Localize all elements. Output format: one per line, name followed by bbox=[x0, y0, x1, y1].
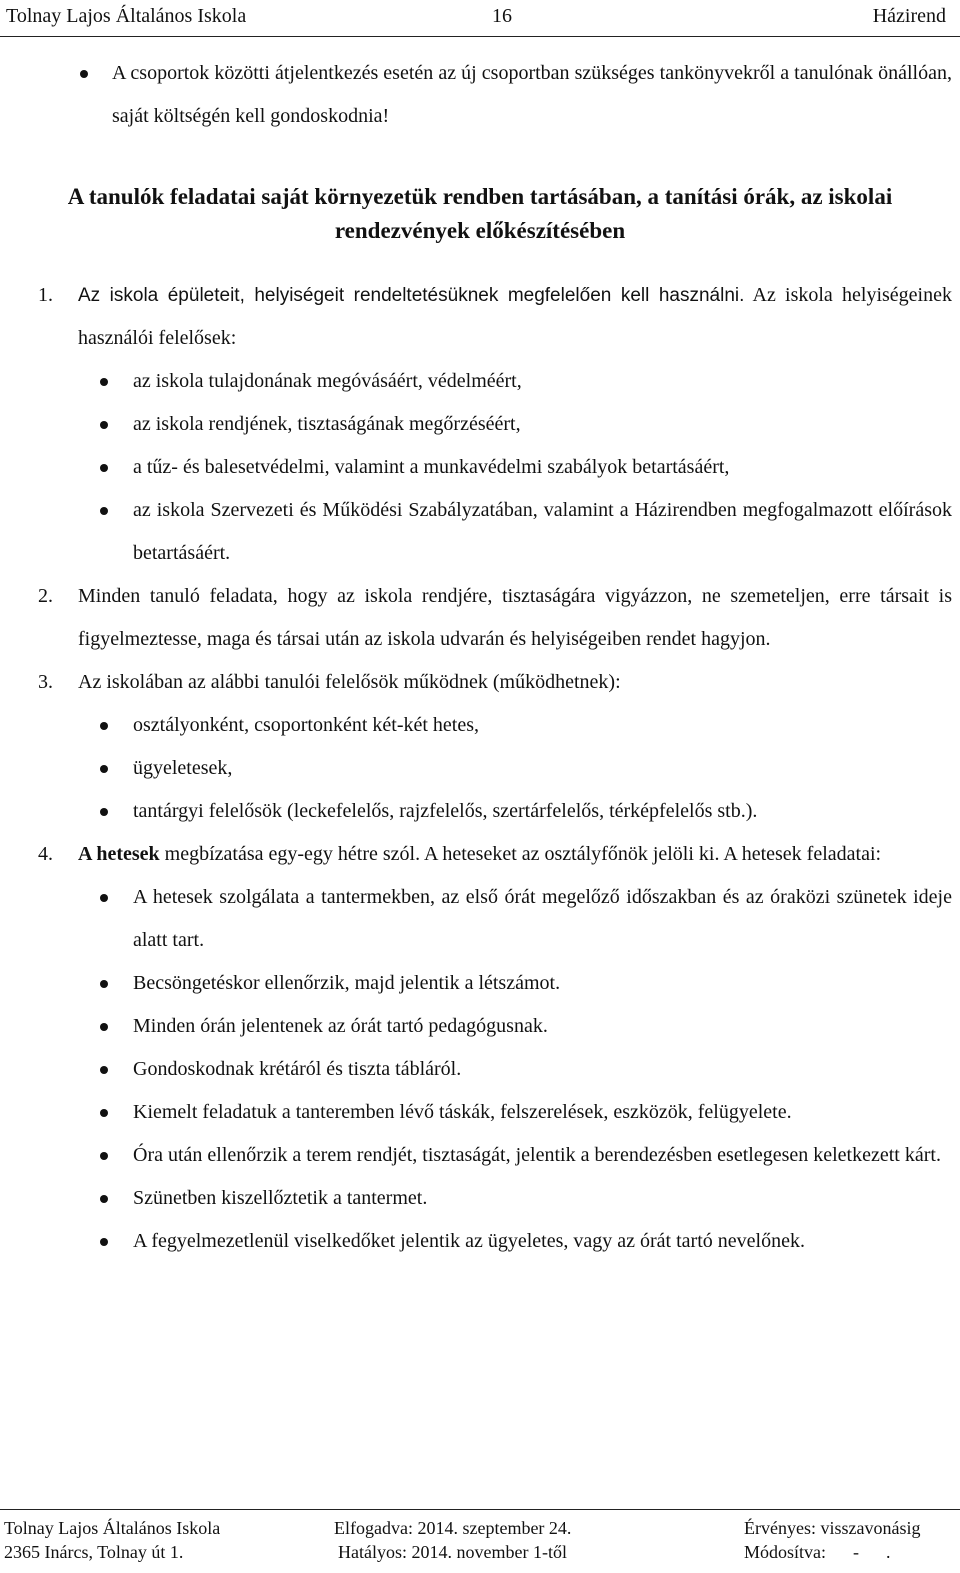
numbered-item-4 bbox=[0, 833, 960, 876]
item-number: 3. bbox=[38, 671, 53, 693]
document-body bbox=[0, 52, 960, 1263]
bullet-icon bbox=[100, 421, 108, 429]
item-number: 1. bbox=[38, 284, 53, 306]
footer-validity: Érvényes: visszavonásig bbox=[744, 1518, 921, 1538]
footer-modified: Módosítva: - . bbox=[744, 1542, 891, 1562]
list-item bbox=[0, 1134, 960, 1177]
bullet-icon bbox=[100, 1238, 108, 1246]
page-header bbox=[0, 0, 960, 37]
bullet-icon bbox=[100, 464, 108, 472]
list-item bbox=[0, 962, 960, 1005]
bullet-icon bbox=[80, 70, 88, 78]
footer-address: 2365 Inárcs, Tolnay út 1. bbox=[4, 1542, 184, 1562]
list-item bbox=[0, 1005, 960, 1048]
item-number: 2. bbox=[38, 585, 53, 607]
item-4-text: megbízatása egy-egy hétre szól. A heteseket az osztályfőnök jelöli ki. A hetesek feladatai: bbox=[159, 843, 882, 865]
list-item bbox=[0, 876, 960, 962]
list-item bbox=[0, 446, 960, 489]
intro-bullet-item bbox=[0, 52, 960, 138]
item-2-text: Minden tanuló feladata, hogy az iskola rendjére, tisztaságára vigyázzon, ne szemeteljen, erre társait is figyelmeztesse, maga és társai után az iskola udvarán és helyiségeiben rendet hagyjon. bbox=[78, 585, 952, 650]
numbered-item-2 bbox=[0, 575, 960, 661]
bullet-icon bbox=[100, 808, 108, 816]
bullet-icon bbox=[100, 1109, 108, 1117]
list-item bbox=[0, 790, 960, 833]
list-item-text: az iskola rendjének, tisztaságának megőrzéséért, bbox=[133, 413, 521, 435]
list-item-text: Gondoskodnak krétáról és tiszta tábláról. bbox=[133, 1058, 462, 1080]
list-item-text: az iskola tulajdonának megóvásáért, védelméért, bbox=[133, 370, 522, 392]
item-3-text: Az iskolában az alábbi tanulói felelősök működnek (működhetnek): bbox=[78, 671, 621, 693]
list-item bbox=[0, 704, 960, 747]
footer-effective-date: Hatályos: 2014. november 1-től bbox=[338, 1542, 567, 1562]
numbered-item-3 bbox=[0, 661, 960, 704]
list-item bbox=[0, 1220, 960, 1263]
list-item-text: A hetesek szolgálata a tantermekben, az első órát megelőző időszakban és az óraközi szünetek ideje alatt tart. bbox=[133, 886, 952, 951]
item-4-bold-text: A hetesek bbox=[78, 843, 160, 865]
list-item bbox=[0, 403, 960, 446]
header-doc-title: Házirend bbox=[872, 5, 946, 27]
list-item-text: osztályonként, csoportonként két-két hetes, bbox=[133, 714, 480, 736]
bullet-icon bbox=[100, 894, 108, 902]
page-footer bbox=[0, 1509, 960, 1573]
list-item bbox=[0, 1048, 960, 1091]
list-item-text: Kiemelt feladatuk a tanteremben lévő táskák, felszerelések, eszközök, felügyelete. bbox=[133, 1101, 792, 1123]
list-item bbox=[0, 360, 960, 403]
bullet-icon bbox=[100, 722, 108, 730]
list-item-text: Minden órán jelentenek az órát tartó pedagógusnak. bbox=[133, 1015, 548, 1037]
bullet-icon bbox=[100, 980, 108, 988]
header-school-name: Tolnay Lajos Általános Iskola bbox=[6, 5, 247, 27]
item-1-text-first: Az iskola épületeit, helyiségeit rendeltetésüknek megfelelően kell használni. bbox=[78, 285, 745, 306]
list-item-text: tantárgyi felelősök (leckefelelős, rajzfelelős, szertárfelelős, térképfelelős stb.). bbox=[133, 800, 758, 822]
list-item-text: Becsöngetéskor ellenőrzik, majd jelentik a létszámot. bbox=[133, 972, 561, 994]
bullet-icon bbox=[100, 1023, 108, 1031]
list-item-text: ügyeletesek, bbox=[133, 757, 233, 779]
bullet-icon bbox=[100, 507, 108, 515]
section-title: A tanulók feladatai saját környezetük rendben tartásában, a tanítási órák, az iskolai rendezvények előkészítésében bbox=[67, 184, 893, 243]
intro-bullet-text: A csoportok közötti átjelentkezés esetén az új csoportban szükséges tankönyvekről a tanulónak önállóan, saját költségén kell gondoskodnia! bbox=[112, 62, 952, 127]
list-item-text: Óra után ellenőrzik a terem rendjét, tisztaságát, jelentik a berendezésben esetlegesen keletkezett kárt. bbox=[133, 1144, 941, 1166]
list-item-text: a tűz- és balesetvédelmi, valamint a munkavédelmi szabályok betartásáért, bbox=[133, 456, 730, 478]
bullet-icon bbox=[100, 1195, 108, 1203]
list-item-text: Szünetben kiszellőztetik a tantermet. bbox=[133, 1187, 428, 1209]
bullet-icon bbox=[100, 1152, 108, 1160]
item-number: 4. bbox=[38, 843, 53, 865]
list-item bbox=[0, 1177, 960, 1220]
footer-school-name: Tolnay Lajos Általános Iskola bbox=[4, 1518, 221, 1538]
bullet-icon bbox=[100, 378, 108, 386]
footer-accepted-date: Elfogadva: 2014. szeptember 24. bbox=[334, 1518, 572, 1538]
list-item bbox=[0, 489, 960, 575]
bullet-icon bbox=[100, 1066, 108, 1074]
header-page-number: 16 bbox=[492, 5, 512, 27]
numbered-item-1 bbox=[0, 274, 960, 360]
list-item-text: A fegyelmezetlenül viselkedőket jelentik az ügyeletes, vagy az órát tartó nevelőnek. bbox=[133, 1230, 805, 1252]
list-item bbox=[0, 747, 960, 790]
list-item-text: az iskola Szervezeti és Működési Szabályzatában, valamint a Házirendben megfogalmazott előírások betartásáért. bbox=[133, 499, 952, 564]
list-item bbox=[0, 1091, 960, 1134]
item-1-text-rest: Az iskola helyiségeinek használói felelősek: bbox=[78, 284, 952, 349]
bullet-icon bbox=[100, 765, 108, 773]
